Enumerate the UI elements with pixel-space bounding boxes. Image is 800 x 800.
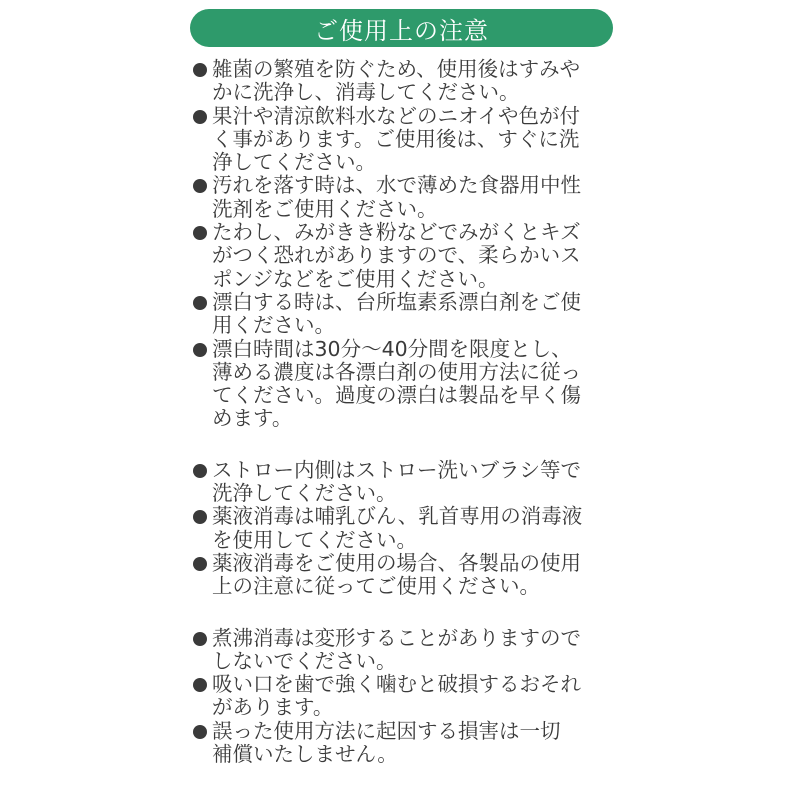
- notice-title: ご使用上の注意: [314, 16, 489, 45]
- notice-item: [193, 627, 618, 674]
- notice-item-line: 洗剤をご使用ください。: [212, 196, 438, 221]
- notice-item-line: 煮沸消毒は変形することがありますので: [212, 625, 581, 650]
- notice-item-line: 薬液消毒をご使用の場合、各製品の使用: [212, 550, 581, 575]
- notice-item-line: 薬液消毒は哺乳びん、乳首専用の消毒液: [212, 504, 583, 529]
- notice-item-line: 吸い口を歯で強く噛むと破損するおそれ: [212, 672, 581, 697]
- notice-item-line: めます。: [212, 406, 293, 431]
- notice-item-line: 用ください。: [212, 313, 335, 338]
- notice-item-line: く事があります。ご使用後は、すぐに洗: [212, 126, 580, 151]
- notice-section: [193, 58, 618, 431]
- notice-item: [193, 174, 618, 221]
- notice-item-line: 汚れを落す時は、水で薄めた食器用中性: [212, 173, 581, 198]
- bullet-dot-icon: [193, 632, 207, 646]
- notice-item-line: を使用してください。: [212, 527, 417, 552]
- bullet-dot-icon: [193, 343, 207, 357]
- notice-item-line: 洗浄してください。: [212, 481, 397, 506]
- notice-item: [193, 58, 618, 105]
- notice-item-line: 浄してください。: [212, 150, 376, 175]
- notice-item-line: 果汁や清涼飲料水などのニオイや色が付: [212, 103, 580, 128]
- notice-item-line: 上の注意に従ってご使用ください。: [212, 574, 540, 599]
- notice-item-line: があります。: [212, 695, 334, 720]
- notice-item: [193, 291, 618, 338]
- notice-item-line: ポンジなどをご使用ください。: [212, 266, 499, 291]
- notice-item-line: てください。過度の漂白は製品を早く傷: [212, 383, 581, 408]
- bullet-dot-icon: [193, 464, 207, 478]
- notice-item-line: ストロー内側はストロー洗いブラシ等で: [212, 457, 581, 482]
- notice-item: [193, 505, 618, 552]
- bullet-dot-icon: [193, 110, 207, 124]
- notice-section: [193, 627, 618, 767]
- notice-item: [193, 105, 618, 175]
- bullet-dot-icon: [193, 179, 207, 193]
- notice-item-line: 薄める濃度は各漂白剤の使用方法に従っ: [212, 359, 581, 384]
- notice-item: [193, 720, 618, 767]
- bullet-dot-icon: [193, 510, 207, 524]
- notice-item-line: 雑菌の繁殖を防ぐため、使用後はすみや: [212, 57, 581, 81]
- notice-item: [193, 459, 618, 506]
- notice-item: [193, 552, 618, 599]
- notice-item-line: 誤った使用方法に起因する損害は一切: [212, 718, 561, 743]
- notice-header: [190, 9, 613, 47]
- notice-item-line: 補償いたしません。: [212, 742, 398, 767]
- bullet-dot-icon: [193, 226, 207, 240]
- notice-section: [193, 459, 618, 599]
- bullet-dot-icon: [193, 557, 207, 571]
- notice-item: [193, 673, 618, 720]
- notice-item: [193, 221, 618, 291]
- notice-item-line: 漂白時間は30分〜40分間を限度とし、: [212, 336, 572, 361]
- notice-item-line: がつく恐れがありますので、柔らかいス: [212, 243, 581, 268]
- notice-item-line: しないでください。: [212, 648, 397, 673]
- bullet-dot-icon: [193, 725, 207, 739]
- notice-item: [193, 338, 618, 431]
- notice-list: [193, 58, 618, 766]
- bullet-dot-icon: [193, 296, 207, 310]
- notice-item-line: 漂白する時は、台所塩素系漂白剤をご使: [212, 289, 581, 314]
- notice-item-line: たわし、みがきき粉などでみがくとキズ: [212, 220, 581, 245]
- bullet-dot-icon: [193, 63, 207, 77]
- bullet-dot-icon: [193, 678, 207, 692]
- notice-item-line: かに洗浄し、消毒してください。: [212, 80, 520, 105]
